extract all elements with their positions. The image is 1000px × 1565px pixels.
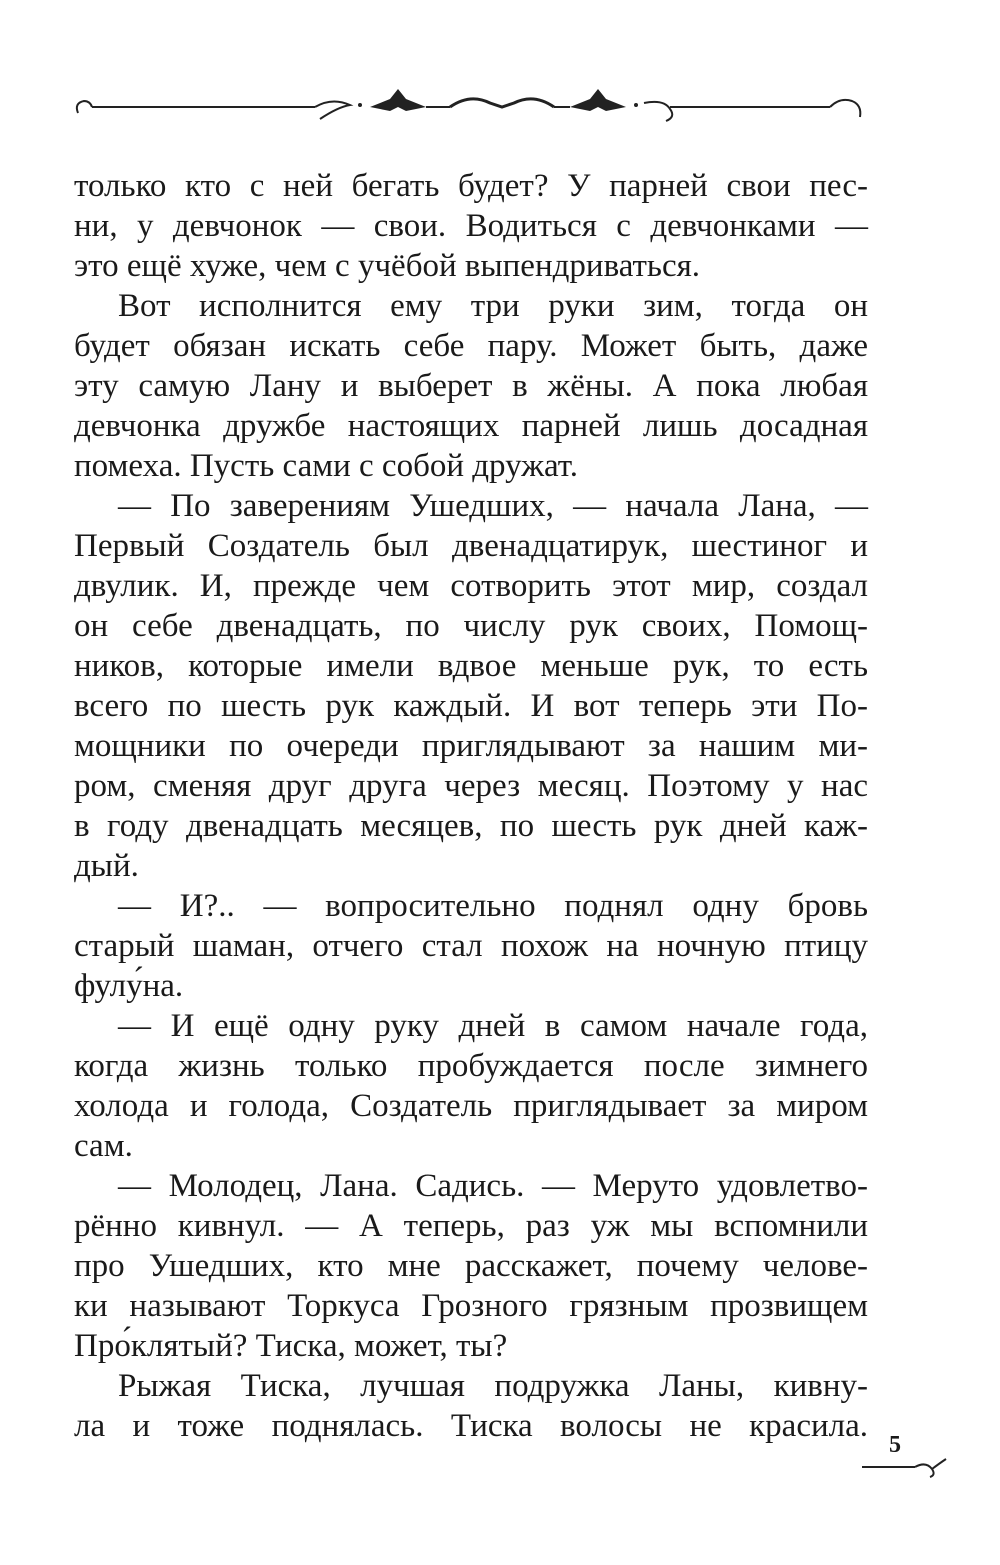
text-line: ни, у девчонок — свои. Водиться с девчонками — (74, 208, 868, 244)
text-line: это ещё хуже, чем с учёбой выпендриваться. (74, 248, 701, 284)
text-line: про Ушедших, кто мне расскажет, почему челове- (74, 1248, 868, 1284)
top-ornament (70, 85, 870, 130)
text-line: двулик. И, прежде чем сотворить этот мир, создал (74, 568, 868, 604)
text-line: Про́клятый? Тиска, может, ты? (74, 1328, 508, 1364)
text-line: сам. (74, 1128, 133, 1164)
bottom-ornament (860, 1455, 950, 1480)
text-line: эту самую Лану и выберет в жёны. А пока любая (74, 368, 868, 404)
text-line: — По заверениям Ушедших, — начала Лана, — (118, 488, 868, 524)
text-line: — И?.. — вопросительно поднял одну бровь (118, 888, 868, 924)
text-line: ром, сменяя друг друга через месяц. Поэтому у нас (74, 768, 868, 804)
text-line: рённо кивнул. — А теперь, раз уж мы вспомнили (74, 1208, 868, 1244)
text-line: ла и тоже поднялась. Тиска волосы не красила. (74, 1408, 868, 1444)
text-line: Первый Создатель был двенадцатирук, шестиног и (74, 528, 868, 564)
text-line: старый шаман, отчего стал похож на ночную птицу (74, 928, 868, 964)
text-line: Рыжая Тиска, лучшая подружка Ланы, кивну- (118, 1368, 868, 1404)
text-line: ки называют Торкуса Грозного грязным прозвищем (74, 1288, 868, 1324)
text-line: когда жизнь только пробуждается после зимнего (74, 1048, 868, 1084)
body-text (74, 166, 868, 1446)
text-line: Вот исполнится ему три руки зим, тогда он (118, 288, 868, 324)
text-line: девчонка дружбе настоящих парней лишь досадная (74, 408, 868, 444)
text-line: холода и голода, Создатель приглядывает за миром (74, 1088, 868, 1124)
page-number: 5 (889, 1432, 901, 1458)
text-line: помеха. Пусть сами с собой дружат. (74, 448, 578, 484)
text-line: только кто с ней бегать будет? У парней свои пес- (74, 168, 868, 204)
text-line: ников, которые имели вдвое меньше рук, то есть (74, 648, 868, 684)
text-line: фулу́на. (74, 968, 184, 1004)
text-line: он себе двенадцать, по числу рук своих, Помощ- (74, 608, 868, 644)
text-line: всего по шесть рук каждый. И вот теперь эти По- (74, 688, 868, 724)
text-line: мощники по очереди приглядывают за нашим ми- (74, 728, 868, 764)
text-line: в году двенадцать месяцев, по шесть рук дней каж- (74, 808, 868, 844)
text-line: — И ещё одну руку дней в самом начале года, (118, 1008, 868, 1044)
text-line: дый. (74, 848, 139, 884)
text-line: будет обязан искать себе пару. Может быть, даже (74, 328, 868, 364)
text-line: — Молодец, Лана. Садись. — Меруто удовлетво- (118, 1168, 868, 1204)
